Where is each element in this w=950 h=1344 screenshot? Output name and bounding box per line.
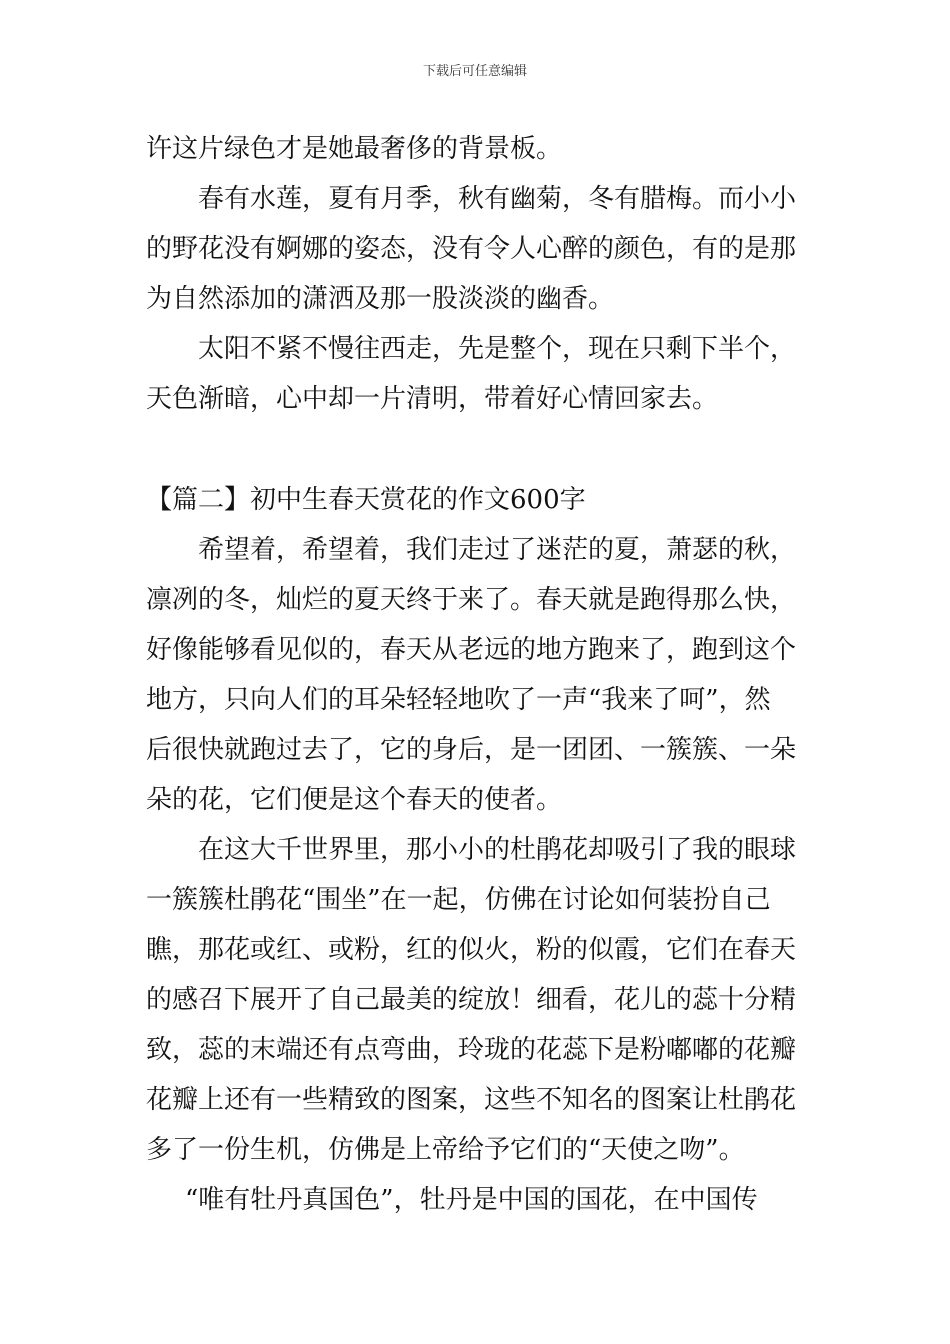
paragraph-line: 后很快就跑过去了，它的身后，是一团团、一簇簇、一朵: [146, 735, 797, 765]
paragraph-line: 瞧，那花或红、或粉，红的似火，粉的似霞，它们在春天: [146, 935, 797, 965]
paragraph-line: 希望着，希望着，我们走过了迷茫的夏，萧瑟的秋，: [198, 535, 797, 565]
paragraph-line: 一簇簇杜鹃花“围坐”在一起，仿佛在讨论如何装扮自己: [146, 885, 771, 915]
paragraph-line: 为自然添加的潇洒及那一股淡淡的幽香。: [146, 284, 615, 314]
paragraph-line: 在这大千世界里，那小小的杜鹃花却吸引了我的眼球: [198, 835, 797, 865]
paragraph-line: “唯有牡丹真国色”，牡丹是中国的国花，在中国传: [185, 1185, 758, 1215]
paragraph-line: 花瓣上还有一些精致的图案，这些不知名的图案让杜鹃花: [146, 1085, 797, 1115]
paragraph-line: 太阳不紧不慢往西走，先是整个，现在只剩下半个，: [198, 334, 797, 364]
page-header: 下载后可任意编辑: [422, 64, 527, 79]
section-title: 【篇二】初中生春天赏花的作文600字: [146, 485, 586, 515]
paragraph-line: 朵的花，它们便是这个春天的使者。: [146, 785, 563, 815]
paragraph-line: 地方，只向人们的耳朵轻轻地吹了一声“我来了呵”，然: [146, 685, 771, 715]
paragraph-line: 好像能够看见似的，春天从老远的地方跑来了，跑到这个: [146, 635, 797, 665]
paragraph-line: 的野花没有婀娜的姿态，没有令人心醉的颜色，有的是那: [146, 234, 797, 264]
document-body: [146, 124, 808, 1225]
paragraph-line: 凛冽的冬，灿烂的夏天终于来了。春天就是跑得那么快，: [146, 585, 797, 615]
paragraph-line: 致，蕊的末端还有点弯曲，玲珑的花蕊下是粉嘟嘟的花瓣: [146, 1035, 797, 1065]
paragraph-line: 多了一份生机，仿佛是上帝给予它们的“天使之吻”。: [146, 1135, 745, 1165]
paragraph-line: 许这片绿色才是她最奢侈的背景板。: [146, 134, 563, 164]
paragraph-line: 的感召下展开了自己最美的绽放！细看，花儿的蕊十分精: [146, 985, 797, 1015]
paragraph-line: 春有水莲，夏有月季，秋有幽菊，冬有腊梅。而小小: [198, 184, 797, 214]
section-gap: [146, 424, 808, 475]
paragraph-line: 天色渐暗，心中却一片清明，带着好心情回家去。: [146, 384, 719, 414]
